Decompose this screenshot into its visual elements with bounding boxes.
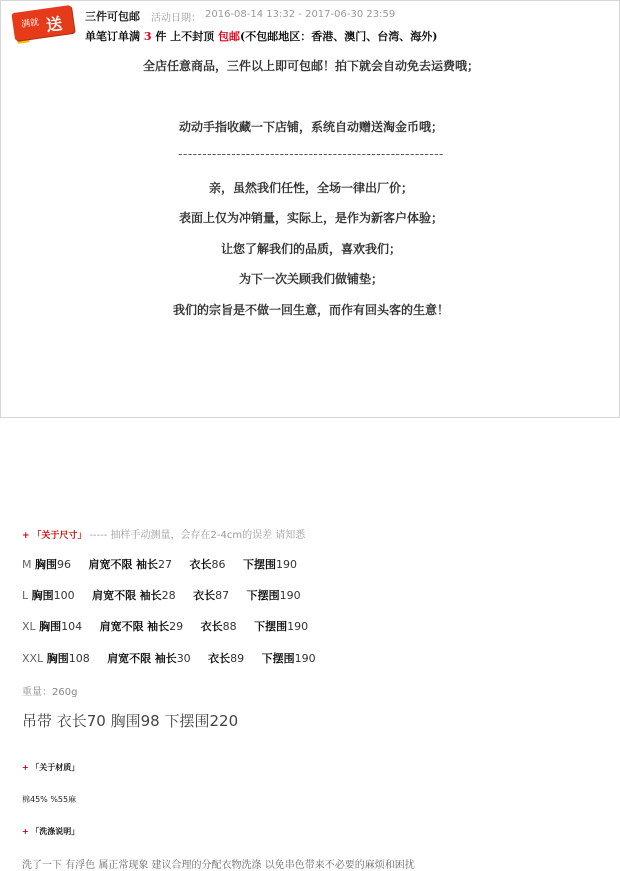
hem-label: 下摆围 [242,558,276,571]
size-name: M [22,558,32,571]
shoulder-text: 肩宽不限 [107,652,152,665]
shoulder-text: 肩宽不限 [99,620,144,633]
promo-line: 我们的宗旨是不做一回生意，而作有回头客的生意！ [172,303,449,317]
hem-value: 190 [275,558,297,571]
size-section-header [22,526,305,541]
size-row [22,556,297,572]
rule-prefix: 单笔订单满 [85,30,144,43]
length-label: 衣长 [189,558,212,571]
weight-text: 重量：260g [22,687,78,698]
hem-value: 190 [287,620,309,633]
promo-line: 让您了解我们的品质，喜欢我们； [220,242,401,256]
size-section-note: ----- 抽样手动测量，会存在2-4cm的误差 请知悉 [89,530,306,541]
size-name: XL [22,620,36,633]
material-section-label: 「关于材质」 [31,763,80,772]
promo-line: 为下一次关顾我们做铺垫； [238,272,383,286]
chest-value: 104 [61,620,83,633]
plus-icon: + [22,531,30,541]
hem-label: 下摆围 [254,620,288,633]
promo-date-range: 2016-08-14 13:32 - 2017-06-30 23:59 [205,9,396,20]
shoulder-text: 肩宽不限 [88,558,133,571]
size-row [22,618,308,634]
sleeve-label: 袖长 [147,620,170,633]
chest-value: 100 [53,589,75,602]
sleeve-value: 30 [176,652,191,665]
promo-line: 全店任意商品，三件以上即可包邮！拍下就会自动免去运费哦； [142,59,479,73]
wash-section-header [22,826,79,837]
length-value: 88 [222,620,237,633]
hem-value: 190 [279,589,301,602]
promo-box [0,0,620,418]
length-label: 衣长 [200,620,223,633]
badge-big-text: 送 [44,13,64,36]
chest-label: 胸围 [39,620,62,633]
rule-free-shipping: 包邮 [218,30,240,43]
wash-section-label: 「洗涤说明」 [31,827,80,836]
wash-value: 洗了一下 有浮色 属正常现象 建议合理的分配衣物洗涤 以免串色带来不必要的麻烦和困扰 [22,860,415,871]
plus-icon: + [22,827,29,836]
length-label: 衣长 [193,589,216,602]
promo-line: 亲，虽然我们任性，全场一律出厂价； [208,181,413,195]
sling-measurements: 吊带 衣长70 胸围98 下摆围220 [22,712,239,730]
rule-quantity: 3 [143,30,152,43]
promo-line: 动动手指收藏一下店铺，系统自动赠送淘金币哦； [178,120,443,134]
sleeve-value: 28 [161,589,176,602]
size-section-label: 「关于尺寸」 [32,531,87,541]
rule-exclusions: (不包邮地区：香港、澳门、台湾、海外) [240,30,438,43]
sleeve-value: 29 [169,620,184,633]
material-value: 棉45% %55麻 [22,795,77,804]
full-gift-badge [13,9,73,37]
size-row [22,587,301,603]
promo-date-label: 活动日期： [151,13,201,24]
length-value: 89 [230,652,245,665]
promo-rule [85,28,437,44]
size-name: XXL [22,652,44,665]
promo-separator: ------------------------------------------------------- [178,147,444,161]
chest-value: 108 [68,652,90,665]
size-name: L [22,589,29,602]
sleeve-label: 袖长 [154,652,177,665]
length-value: 87 [215,589,230,602]
chest-label: 胸围 [46,652,69,665]
promo-title: 三件可包邮 [85,10,140,23]
promo-line: 表面上仅为冲销量，实际上，是作为新客户体验； [178,211,443,225]
badge-small-text: 满就 [20,17,40,31]
length-label: 衣长 [208,652,231,665]
sleeve-value: 27 [157,558,172,571]
chest-label: 胸围 [35,558,57,571]
hem-value: 190 [294,652,316,665]
length-value: 86 [211,558,226,571]
sleeve-label: 袖长 [135,558,158,571]
plus-icon: + [22,763,29,772]
size-row [22,650,316,666]
material-section-header [22,762,79,773]
hem-label: 下摆围 [261,652,295,665]
sleeve-label: 袖长 [139,589,162,602]
chest-label: 胸围 [31,589,54,602]
shoulder-text: 肩宽不限 [92,589,137,602]
hem-label: 下摆围 [246,589,280,602]
rule-middle: 件 上不封顶 [151,30,218,43]
chest-value: 96 [57,558,71,571]
